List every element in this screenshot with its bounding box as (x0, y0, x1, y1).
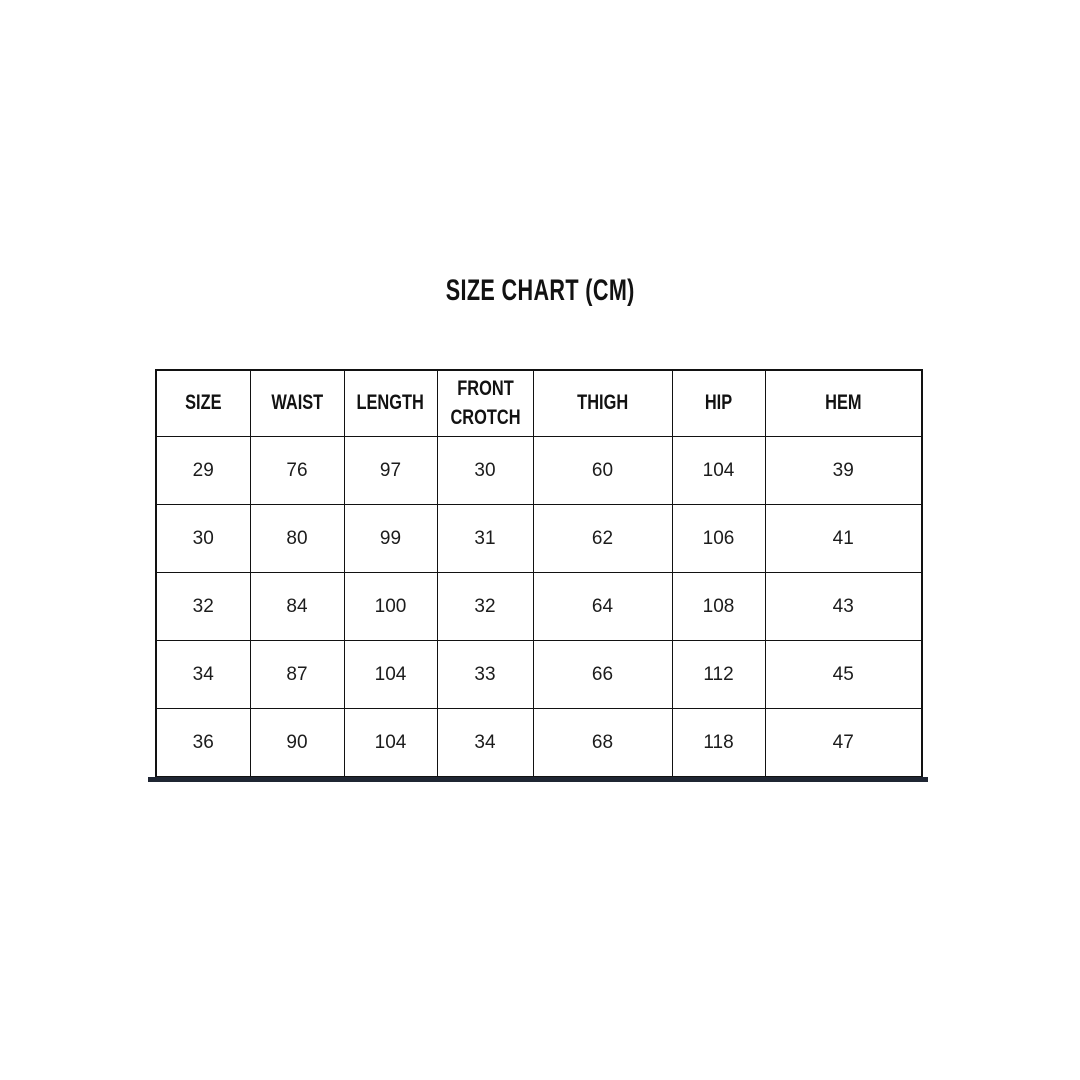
table-cell: 68 (533, 709, 672, 778)
table-cell: 104 (672, 437, 765, 505)
table-body (156, 437, 922, 778)
table-cell: 43 (765, 573, 922, 641)
table-cell: 60 (533, 437, 672, 505)
column-header-thigh (533, 370, 672, 437)
header-row (156, 370, 922, 437)
table-cell: 104 (344, 709, 437, 778)
table-cell: 30 (437, 437, 533, 505)
table-row (156, 573, 922, 641)
table-cell: 90 (250, 709, 344, 778)
column-header-label: WAIST (271, 391, 323, 415)
column-header-hem (765, 370, 922, 437)
table-row (156, 709, 922, 778)
size-chart-table-wrap (155, 369, 921, 778)
table-cell: 34 (437, 709, 533, 778)
table-cell: 108 (672, 573, 765, 641)
table-cell: 41 (765, 505, 922, 573)
table-cell: 34 (156, 641, 250, 709)
table-cell: 47 (765, 709, 922, 778)
table-cell: 112 (672, 641, 765, 709)
table-cell: 100 (344, 573, 437, 641)
table-cell: 30 (156, 505, 250, 573)
column-header-label: LENGTH (356, 391, 425, 415)
column-header-label: HIP (704, 391, 733, 415)
table-row (156, 437, 922, 505)
table-cell: 104 (344, 641, 437, 709)
table-cell: 39 (765, 437, 922, 505)
column-header-hip (672, 370, 765, 437)
column-header-waist (250, 370, 344, 437)
table-cell: 76 (250, 437, 344, 505)
table-row (156, 641, 922, 709)
table-cell: 62 (533, 505, 672, 573)
column-header-label: FRONT CROTCH (449, 377, 521, 429)
table-cell: 29 (156, 437, 250, 505)
table-cell: 36 (156, 709, 250, 778)
table-cell: 66 (533, 641, 672, 709)
column-header-front-crotch (437, 370, 533, 437)
table-cell: 80 (250, 505, 344, 573)
table-row (156, 505, 922, 573)
table-cell: 32 (156, 573, 250, 641)
table-cell: 64 (533, 573, 672, 641)
page-title (0, 274, 1080, 308)
table-cell: 99 (344, 505, 437, 573)
table-cell: 33 (437, 641, 533, 709)
page-title-text: SIZE CHART (CM) (445, 274, 635, 307)
table-bottom-bar (148, 777, 928, 782)
table-cell: 31 (437, 505, 533, 573)
table-cell: 84 (250, 573, 344, 641)
table-cell: 87 (250, 641, 344, 709)
column-header-label: SIZE (185, 391, 222, 415)
table-cell: 45 (765, 641, 922, 709)
column-header-label: THIGH (577, 391, 628, 415)
size-chart-table (155, 369, 923, 778)
column-header-length (344, 370, 437, 437)
table-cell: 118 (672, 709, 765, 778)
column-header-label: HEM (825, 391, 862, 415)
table-cell: 32 (437, 573, 533, 641)
column-header-size (156, 370, 250, 437)
table-cell: 97 (344, 437, 437, 505)
table-cell: 106 (672, 505, 765, 573)
